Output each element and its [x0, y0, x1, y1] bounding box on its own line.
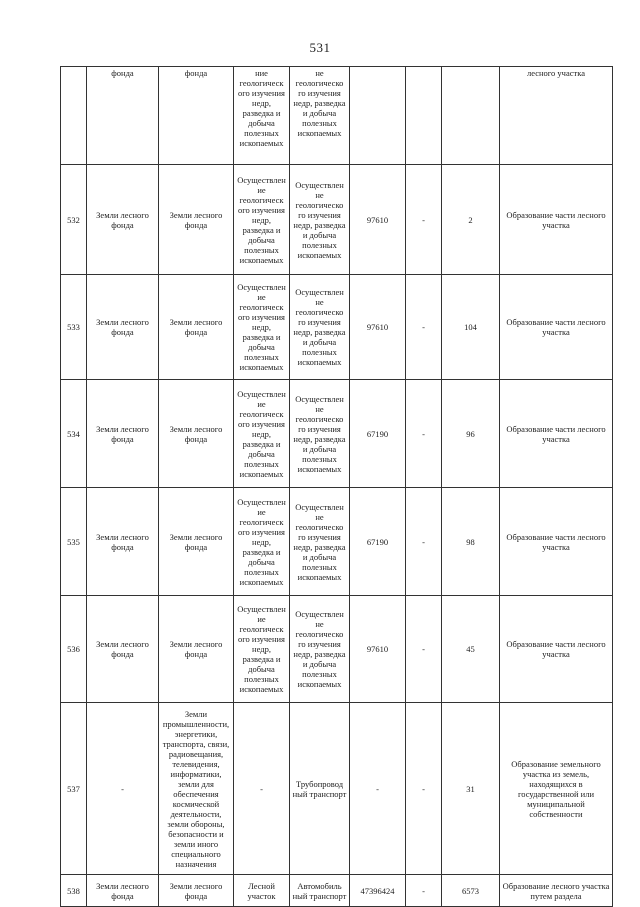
land-category: Земли лесного фонда: [87, 165, 159, 275]
formation-method: Образование части лесного участка: [500, 380, 613, 488]
row-number: [61, 67, 87, 165]
formation-method: лесного участка: [500, 67, 613, 165]
permitted-use: -: [234, 703, 290, 875]
cadastral-quarter: 97610: [350, 275, 406, 380]
row-number: 534: [61, 380, 87, 488]
land-category: -: [87, 703, 159, 875]
formation-method: Образование части лесного участка: [500, 488, 613, 596]
row-number: 532: [61, 165, 87, 275]
existing-area: -: [406, 596, 442, 703]
land-category: Земли лесного фонда: [87, 380, 159, 488]
existing-area: -: [406, 488, 442, 596]
permitted-use-target: Осуществлен не геологическо го изучения недр, разведка и добыча полезных ископаемых: [290, 488, 350, 596]
land-category-target: Земли лесного фонда: [159, 165, 234, 275]
permitted-use-target: Осуществлен не геологическо го изучения недр, разведка и добыча полезных ископаемых: [290, 165, 350, 275]
row-number: 537: [61, 703, 87, 875]
land-category: Земли лесного фонда: [87, 488, 159, 596]
permitted-use-target: Автомобиль ный транспорт: [290, 875, 350, 907]
table-row: [61, 275, 613, 380]
permitted-use: Осуществление геологическ ого изучения недр, разведка и добыча полезных ископаемых: [234, 488, 290, 596]
table-row: [61, 380, 613, 488]
cadastral-quarter: 97610: [350, 165, 406, 275]
table-row: [61, 875, 613, 907]
permitted-use: Осуществление геологическ ого изучения недр, разведка и добыча полезных ископаемых: [234, 380, 290, 488]
table-row: [61, 703, 613, 875]
row-number: 536: [61, 596, 87, 703]
table-row: [61, 67, 613, 165]
row-number: 538: [61, 875, 87, 907]
formation-method: Образование части лесного участка: [500, 596, 613, 703]
permitted-use: Осуществление геологическ ого изучения недр, разведка и добыча полезных ископаемых: [234, 596, 290, 703]
row-number: 535: [61, 488, 87, 596]
land-category: Земли лесного фонда: [87, 875, 159, 907]
permitted-use: ние геологическ ого изучения недр, разведка и добыча полезных ископаемых: [234, 67, 290, 165]
formation-method: Образование части лесного участка: [500, 275, 613, 380]
table-row: [61, 596, 613, 703]
cadastral-quarter: 97610: [350, 596, 406, 703]
land-category: фонда: [87, 67, 159, 165]
existing-area: -: [406, 275, 442, 380]
land-category-target: фонда: [159, 67, 234, 165]
land-category-target: Земли лесного фонда: [159, 488, 234, 596]
land-category-target: Земли лесного фонда: [159, 275, 234, 380]
table-row: [61, 488, 613, 596]
existing-area: -: [406, 380, 442, 488]
permitted-use: Лесной участок: [234, 875, 290, 907]
existing-area: [406, 67, 442, 165]
existing-area: -: [406, 165, 442, 275]
cadastral-quarter: [350, 67, 406, 165]
cadastral-quarter: 47396424: [350, 875, 406, 907]
land-category-target: Земли лесного фонда: [159, 875, 234, 907]
land-category-target: Земли лесного фонда: [159, 380, 234, 488]
plot-area: 2: [442, 165, 500, 275]
permitted-use-target: не геологическо го изучения недр, разведка и добыча полезных ископаемых: [290, 67, 350, 165]
permitted-use-target: Осуществлен не геологическо го изучения недр, разведка и добыча полезных ископаемых: [290, 596, 350, 703]
cadastral-quarter: 67190: [350, 488, 406, 596]
plot-area: 6573: [442, 875, 500, 907]
plot-area: 104: [442, 275, 500, 380]
land-category-target: Земли лесного фонда: [159, 596, 234, 703]
page-number: 531: [309, 40, 331, 55]
formation-method: Образование части лесного участка: [500, 165, 613, 275]
permitted-use-target: Трубопровод ный транспорт: [290, 703, 350, 875]
table-row: [61, 165, 613, 275]
existing-area: -: [406, 875, 442, 907]
plot-area: 31: [442, 703, 500, 875]
row-number: 533: [61, 275, 87, 380]
permitted-use: Осуществление геологическ ого изучения недр, разведка и добыча полезных ископаемых: [234, 165, 290, 275]
plot-area: 96: [442, 380, 500, 488]
formation-method: Образование лесного участка путем раздела: [500, 875, 613, 907]
existing-area: -: [406, 703, 442, 875]
formation-method: Образование земельного участка из земель, находящихся в государственной или муниципальной собственности: [500, 703, 613, 875]
permitted-use-target: Осуществлен не геологическо го изучения недр, разведка и добыча полезных ископаемых: [290, 275, 350, 380]
permitted-use-target: Осуществлен не геологическо го изучения недр, разведка и добыча полезных ископаемых: [290, 380, 350, 488]
land-category: Земли лесного фонда: [87, 596, 159, 703]
cadastral-quarter: -: [350, 703, 406, 875]
land-plots-table: [60, 66, 613, 907]
plot-area: 45: [442, 596, 500, 703]
land-category-target: Земли промышленности, энергетики, транспорта, связи, радиовещания, телевидения, информатики, земли для обеспечения космической деятельности, земли обороны, безопасности и земли иного специального назначения: [159, 703, 234, 875]
permitted-use: Осуществление геологическ ого изучения недр, разведка и добыча полезных ископаемых: [234, 275, 290, 380]
plot-area: 98: [442, 488, 500, 596]
plot-area: [442, 67, 500, 165]
cadastral-quarter: 67190: [350, 380, 406, 488]
land-category: Земли лесного фонда: [87, 275, 159, 380]
